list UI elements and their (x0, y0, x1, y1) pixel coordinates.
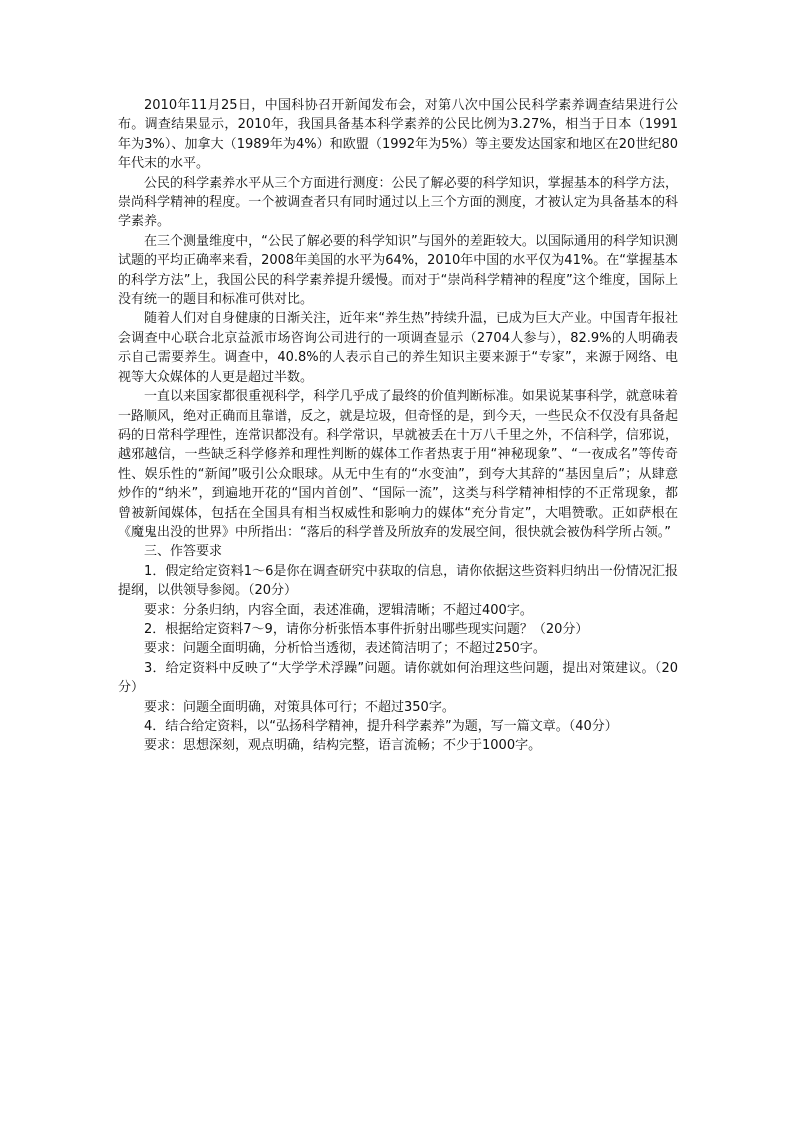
paragraph-survey-results: 2010年11月25日，中国科协召开新闻发布会，对第八次中国公民科学素养调查结果进行公布。调查结果显示，2010年，我国具备基本科学素养的公民比例为3.27%，相当于日本（1991年为3%）、加拿大（1989年为4%）和欧盟（1992年为5%）等主要发达国家和地区在20世纪80年代末的水平。 (118, 98, 678, 172)
question-text: 1．假定给定资料1～6是你在调查研究中获取的信息，请你依据这些资料归纳出一份情况汇报提纲，以供领导参阅。（20分） (118, 563, 678, 599)
question-item (118, 659, 678, 717)
paragraph-science-media: 一直以来国家都很重视科学，科学几乎成了最终的价值判断标准。如果说某事科学，就意味着一路顺风，绝对正确而且靠谱，反之，就是垃圾，但奇怪的是，到今天，一些民众不仅没有具备起码的日常科学理性，连常识都没有。科学常识，早就被丢在十万八千里之外，不信科学，信邪说，越邪越信，一些缺乏科学修养和理性判断的媒体工作者热衷于用“神秘现象”、“一夜成名”等传奇性、娱乐性的“新闻”吸引公众眼球。从无中生有的“水变油”，到夸大其辞的“基因皇后”；从肆意炒作的“纳米”，到遍地开花的“国内首创”、“国际一流”，这类与科学精神相悖的不正常现象，都曾被新闻媒体，包括在全国具有相当权威性和影响力的媒体“充分肯定”，大唱赞歌。正如萨根在《魔鬼出没的世界》中所指出：“落后的科学普及所放弃的发展空间，很快就会被伪科学所占领。” (118, 389, 678, 540)
paragraph-measurement-dimensions: 公民的科学素养水平从三个方面进行测度：公民了解必要的科学知识，掌握基本的科学方法，崇尚科学精神的程度。一个被调查者只有同时通过以上三个方面的测度，才被认定为具备基本的科学素养。 (118, 175, 678, 230)
paragraph-health-trend: 随着人们对自身健康的日渐关注，近年来“养生热”持续升温，已成为巨大产业。中国青年报社会调查中心联合北京益派市场咨询公司进行的一项调查显示（2704人参与），82.9%的人明确表示自己需要养生。调查中，40.8%的人表示自己的养生知识主要来源于“专家”，来源于网络、电视等大众媒体的人更是超过半数。 (118, 311, 678, 385)
question-item (118, 620, 678, 659)
question-item (118, 562, 678, 620)
section-title-requirements: 三、作答要求 (144, 544, 223, 560)
question-text: 2．根据给定资料7～9，请你分析张悟本事件折射出哪些现实问题？（20分） (144, 621, 589, 637)
question-requirement: 要求：思想深刻，观点明确，结构完整，语言流畅；不少于1000字。 (144, 738, 542, 754)
question-item (118, 717, 678, 756)
question-requirement: 要求：问题全面明确，对策具体可行；不超过350字。 (144, 699, 455, 715)
document-page (118, 96, 678, 756)
paragraph-knowledge-gap: 在三个测量维度中，“公民了解必要的科学知识”与国外的差距较大。以国际通用的科学知识测试题的平均正确率来看，2008年美国的水平为64%，2010年中国的水平仅为41%。在“掌握基本的科学方法”上，我国公民的科学素养提升缓慢。而对于“崇尚科学精神的程度”这个维度，国际上没有统一的题目和标准可供对比。 (118, 233, 678, 308)
question-text: 3．给定资料中反映了“大学学术浮躁”问题。请你就如何治理这些问题，提出对策建议。（20分） (118, 660, 678, 696)
question-requirement: 要求：问题全面明确，分析恰当透彻，表述简洁明了；不超过250字。 (144, 641, 546, 657)
question-requirement: 要求：分条归纳，内容全面，表述准确，逻辑清晰；不超过400字。 (144, 602, 533, 618)
question-text: 4．结合给定资料，以“弘扬科学精神，提升科学素养”为题，写一篇文章。（40分） (144, 719, 618, 734)
